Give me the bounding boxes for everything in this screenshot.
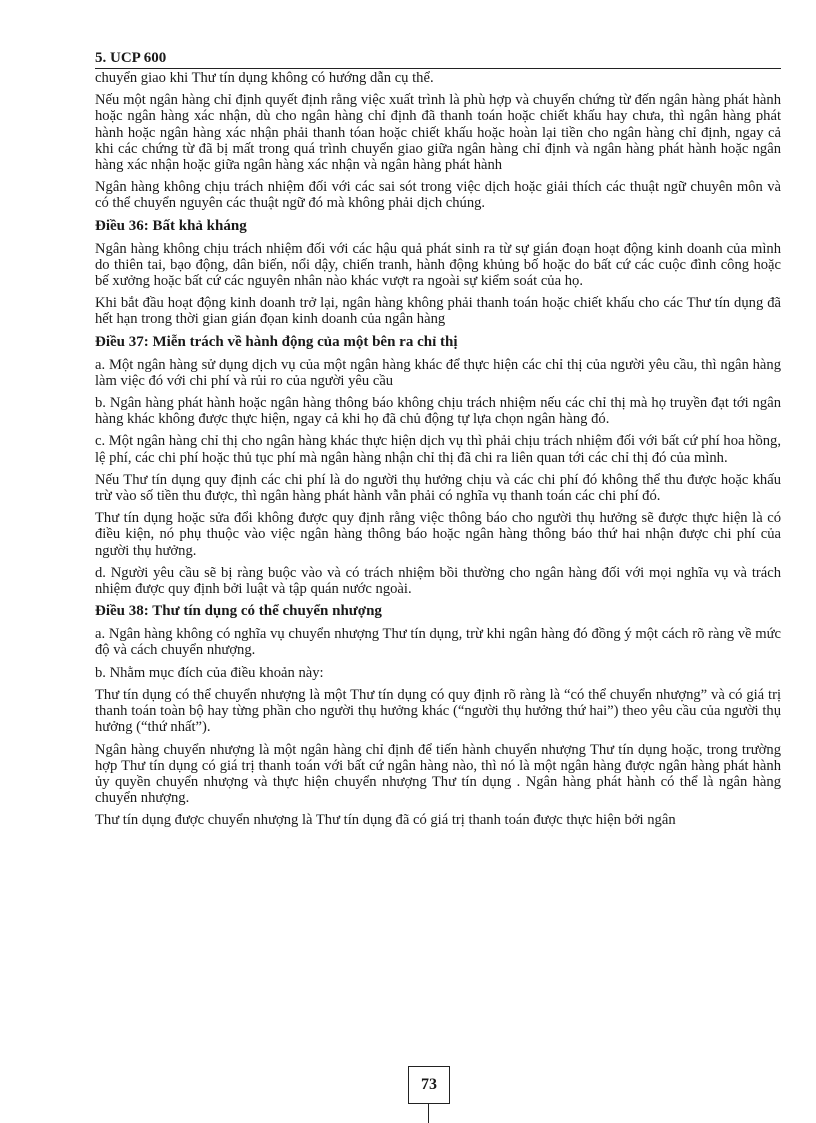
footer-divider-line <box>428 1104 429 1123</box>
paragraph: Ngân hàng không chịu trách nhiệm đối với các sai sót trong việc dịch hoặc giải thích các thuật ngữ chuyên môn và có thể chuyển nguyên các thuật ngữ đó mà không phải dịch chúng. <box>95 179 781 212</box>
article-36-heading: Điều 36: Bất khả kháng <box>95 217 247 234</box>
paragraph: b. Nhằm mục đích của điều khoản này: <box>95 664 324 681</box>
paragraph: Thư tín dụng được chuyển nhượng là Thư tín dụng đã có giá trị thanh toán được thực hiện bởi ngân <box>95 812 676 829</box>
paragraph: Ngân hàng chuyển nhượng là một ngân hàng chỉ định để tiến hành chuyển nhượng Thư tín dụng hoặc, trong trường hợp Thư tín dụng có giá trị thanh toán với bất cứ ngân hàng nào, thì nó là một ngân hàng được ngân hàng phát hành ủy quyền chuyển nhượng và thực hiện chuyển nhượng Thư tín dụng . Ngân hàng phát hành có thể là ngân hàng chuyển nhượng. <box>95 741 781 807</box>
page-number: 73 <box>408 1066 450 1104</box>
paragraph: Nếu một ngân hàng chỉ định quyết định rằng việc xuất trình là phù hợp và chuyển chứng từ đến ngân hàng phát hành hoặc ngân hàng xác nhận, dù cho ngân hàng chỉ định đã thanh toán hoặc chiết khấu hay chưa, thì ngân hàng phát hành hoặc ngân hàng xác nhận phải thanh tóan hoặc chiết khấu hoặc hoàn lại tiền cho ngân hàng chỉ định, ngay cả khi các chứng từ đã bị mất trong quá trình chuyển giao giữa ngân hàng chỉ định và ngân hàng phát hành hoặc ngân hàng xác nhận hoặc giữa ngân hàng xác nhận và ngân hàng phát hành <box>95 92 781 174</box>
article-38-heading: Điều 38: Thư tín dụng có thể chuyển nhượng <box>95 603 382 620</box>
page-footer <box>0 1066 816 1123</box>
paragraph: a. Ngân hàng không có nghĩa vụ chuyển nhượng Thư tín dụng, trừ khi ngân hàng đó đồng ý một cách rõ ràng về mức độ và cách chuyển nhượng. <box>95 626 781 659</box>
paragraph: c. Một ngân hàng chỉ thị cho ngân hàng khác thực hiện dịch vụ thì phải chịu trách nhiệm đối với bất cứ phí hoa hồng, lệ phí, các chi phí hoặc thủ tục phí mà ngân hàng nhận chỉ thị đã chi ra liên quan tới các chỉ thị đó của mình. <box>95 433 781 466</box>
paragraph: Thư tín dụng có thể chuyển nhượng là một Thư tín dụng có quy định rõ ràng là “có thể chuyển nhượng” và có giá trị thanh toán toàn bộ hay từng phần cho người thụ hưởng khác (“người thụ hưởng thứ hai”) theo yêu cầu của người thụ hưởng (“thứ nhất”). <box>95 686 781 736</box>
document-page <box>95 50 781 835</box>
paragraph: chuyển giao khi Thư tín dụng không có hướng dẫn cụ thể. <box>95 70 434 86</box>
paragraph: Thư tín dụng hoặc sửa đổi không được quy định rằng việc thông báo cho người thụ hưởng sẽ được thực hiện là có điều kiện, nó phụ thuộc vào việc ngân hàng thông báo hoặc ngân hàng thông báo thứ hai nhận được chi phí của người thụ hưởng. <box>95 510 781 559</box>
article-37-heading: Điều 37: Miễn trách về hành động của một bên ra chỉ thị <box>95 333 458 350</box>
paragraph: Khi bắt đầu hoạt động kinh doanh trở lại, ngân hàng không phải thanh toán hoặc chiết khấu cho các Thư tín dụng đã hết hạn trong thời gian gián đọan kinh doanh của ngân hàng <box>95 295 781 328</box>
paragraph: Ngân hàng không chịu trách nhiệm đối với các hậu quả phát sinh ra từ sự gián đoạn hoạt động kinh doanh của mình do thiên tai, bạo động, dân biến, nổi dậy, chiến tranh, hành động khủng bố hoặc do bất cứ các cuộc đình công hoặc bế xưởng hoặc bất cứ các nguyên nhân nào khác vượt ra ngoài sự kiểm soát của họ. <box>95 240 781 290</box>
paragraph: b. Ngân hàng phát hành hoặc ngân hàng thông báo không chịu trách nhiệm nếu các chỉ thị mà họ truyền đạt tới ngân hàng khác không được thực hiện, ngay cả khi họ đã chủ động tự lựa chọn ngân hàng đó. <box>95 395 781 428</box>
paragraph: Nếu Thư tín dụng quy định các chi phí là do người thụ hưởng chịu và các chi phí đó không thể thu được hoặc khấu trừ vào số tiền thu được, thì ngân hàng phát hành vẫn phải có nghĩa vụ thanh toán các chi phí đó. <box>95 471 781 505</box>
paragraph: d. Người yêu cầu sẽ bị ràng buộc vào và có trách nhiệm bồi thường cho ngân hàng đối với mọi nghĩa vụ và trách nhiệm được quy định bởi luật và tập quán nước ngoài. <box>95 564 781 598</box>
paragraph: a. Một ngân hàng sử dụng dịch vụ của một ngân hàng khác để thực hiện các chỉ thị của người yêu cầu, thì ngân hàng làm việc đó với chi phí và rủi ro của người yêu cầu <box>95 356 781 389</box>
running-header: 5. UCP 600 <box>95 50 781 69</box>
